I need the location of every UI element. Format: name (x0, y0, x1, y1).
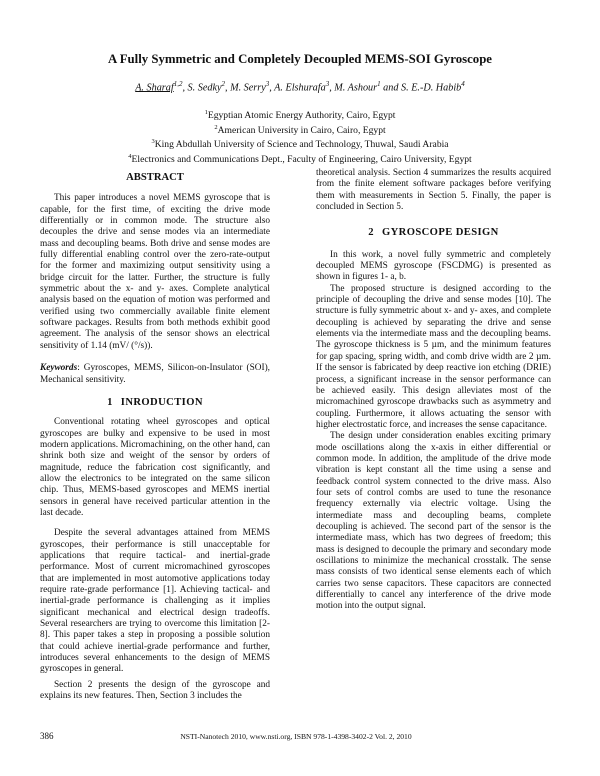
affiliation-line (0, 136, 600, 151)
author-affiliation-mark: 1 (377, 80, 381, 88)
author-affiliation-mark: 2 (221, 80, 225, 88)
section-1-paragraph-continued: theoretical analysis. Section 4 summarizes the results acquired from the finite element software packages before verifying them with measurements in Section 5. Finally, the paper is concluded in Section 5. (316, 168, 551, 213)
journal-citation: NSTI-Nanotech 2010, www.nsti.org, ISBN 978-1-4398-3402-2 Vol. 2, 2010 (180, 732, 412, 741)
section-2-paragraph: The design under consideration enables exciting primary mode oscillations along the x-axis in either differential or common mode. In addition, the amplitude of the drive mode vibration is kept constant all the time using a sense and feedback control system connected to the drive mass. Also four sets of control combs are used to tune the resonance frequency externally via electric voltage. Using the intermediate mass and decoupling beams, complete decoupling is achieved. The second part of the sensor is the intermediate mass, which has two degrees of freedom; this mass is designed to decouple the primary and secondary mode oscillations to minimize the mechanical crosstalk. The sense mass consists of two identical sense elements each of which carries two sense capacitors. These capacitors are connected differentially to cancel any interference of the drive mode motion into the output signal. (316, 431, 551, 612)
right-column (316, 168, 551, 613)
author-name: A. Elshurafa (274, 82, 326, 94)
abstract-text: This paper introduces a novel MEMS gyroscope that is capable, for the first time, of exciting the drive mode differentially or in common mode. The structure also decouples the drive and sense modes via an intermediate mass and decoupling beams. Both drive and sense modes are fully differential enabling control over the zero-rate-output for the former and maximizing output sensitivity using a bridge circuit for the latter. Further, the structure is fully symmetric about the x- and y- axes. Complete analytical analysis based on the equation of motion was performed and verified using two commercially available finite element software packages. Results from both methods exhibit good agreement. The analysis of the sensor shows an electrical sensitivity of 1.14 (mV/ (°/s)). (40, 193, 270, 351)
keywords-text: : Gyroscopes, MEMS, Silicon-on-Insulator (SOI), Mechanical sensitivity. (40, 363, 270, 385)
author-name: M. Serry (230, 82, 266, 94)
author-name: A. Sharaf (135, 82, 174, 94)
author-separator: , (269, 82, 275, 94)
section-1-paragraph: Section 2 presents the design of the gyroscope and explains its new features. Then, Section 3 includes the (40, 679, 270, 702)
section-2-paragraph: The proposed structure is designed according to the principle of decoupling the drive and sense modes [10]. The structure is fully symmetric about x- and y- axes, and complete decoupling is achieved by separating the drive and sense elements via the intermediate mass and the decoupling beams. The gyroscope thickness is 5 µm, and the minimum features for gap spacing, spring width, and comb drive width are 2 µm. If the sensor is fabricated by deep reactive ion etching (DRIE) process, a significant increase in the sensor performance can be achieved easily. This design alleviates most of the micromachined gyroscope drawbacks such as asymmetry and coupling. Furthermore, it allows actuating the sensor with higher electrostatic force, and increases the sense capacitance. (316, 283, 551, 430)
section-2-paragraph: In this work, a novel fully symmetric and completely decoupled MEMS gyroscope (FSCDMG) is presented as shown in figures 1- a, b. (316, 249, 551, 283)
keywords-label: Keywords (40, 363, 78, 374)
author-name: M. Ashour (334, 82, 378, 94)
author-affiliation-mark: 3 (325, 80, 330, 88)
section-1-title: INRODUCTION (120, 396, 203, 408)
author-name: S. E.-D. Habib (401, 82, 462, 94)
left-column (40, 168, 270, 702)
affiliation-mark: 3 (151, 138, 155, 146)
section-2-number: 2 (368, 227, 374, 239)
section-1-heading (40, 397, 270, 408)
author-affiliation-mark: 1,2 (173, 80, 183, 88)
affiliation-line (0, 151, 600, 166)
affiliation-line (0, 107, 600, 122)
abstract-heading: ABSTRACT (126, 172, 184, 183)
affiliation-mark: 2 (214, 123, 218, 131)
author-affiliation-mark: 4 (461, 80, 465, 88)
author-separator: , (329, 82, 335, 94)
author-affiliation-mark: 3 (265, 80, 270, 88)
keywords (40, 363, 270, 386)
section-1-paragraph: Conventional rotating wheel gyroscopes and optical gyroscopes are bulky and expensive to be used in most modern applications. Micromachining, on the other hand, can shrink both size and weight of the sensor by orders of magnitude, reduce the fabrication cost significantly, and allow the electronics to be integrated on the same silicon chip. Thus, MEMS-based gyroscopes and MEMS inertial sensors in general have received particular attention in the last decade. (40, 417, 270, 518)
section-2-title: GYROSCOPE DESIGN (381, 227, 499, 239)
affiliation-mark: 1 (204, 109, 208, 116)
section-2-heading (316, 227, 551, 238)
affiliation-text: King Abdullah University of Science and Technology, Thuwal, Saudi Arabia (154, 139, 449, 151)
affiliation-text: Electronics and Communications Dept., Faculty of Engineering, Cairo University, Egypt (131, 153, 472, 165)
author-separator: , (182, 82, 188, 94)
affiliation-mark: 4 (128, 152, 132, 160)
affiliation-line (0, 122, 600, 137)
page-number: 386 (40, 731, 54, 741)
author-name: S. Sedky (187, 82, 222, 94)
author-separator: , (225, 82, 231, 94)
section-1-number: 1 (107, 396, 113, 408)
author-list (0, 80, 600, 93)
paper-title: A Fully Symmetric and Completely Decoupled MEMS-SOI Gyroscope (107, 52, 492, 66)
affiliation-text: Egyptian Atomic Energy Authority, Cairo, Egypt (207, 110, 396, 122)
section-1-paragraph: Despite the several advantages attained from MEMS gyroscopes, their performance is still unacceptable for applications that require tactical- and inertial-grade performance. Most of current micromachined gyroscopes that are implemented in most automotive applications today require rate-grade performance [1]. Achieving tactical- and inertial-grade performance is challenging as it implies significant mechanical and electrical design tradeoffs. Several researchers are trying to overcome this limitation [2-8]. This paper takes a step in proposing a possible solution that could achieve inertial-grade performance and further, introduces several enhancements to the design of MEMS gyroscopes in general. (40, 528, 270, 675)
affiliation-text: American University in Cairo, Cairo, Egypt (217, 124, 386, 136)
affiliation-list (0, 107, 600, 165)
author-separator: and (380, 82, 401, 94)
